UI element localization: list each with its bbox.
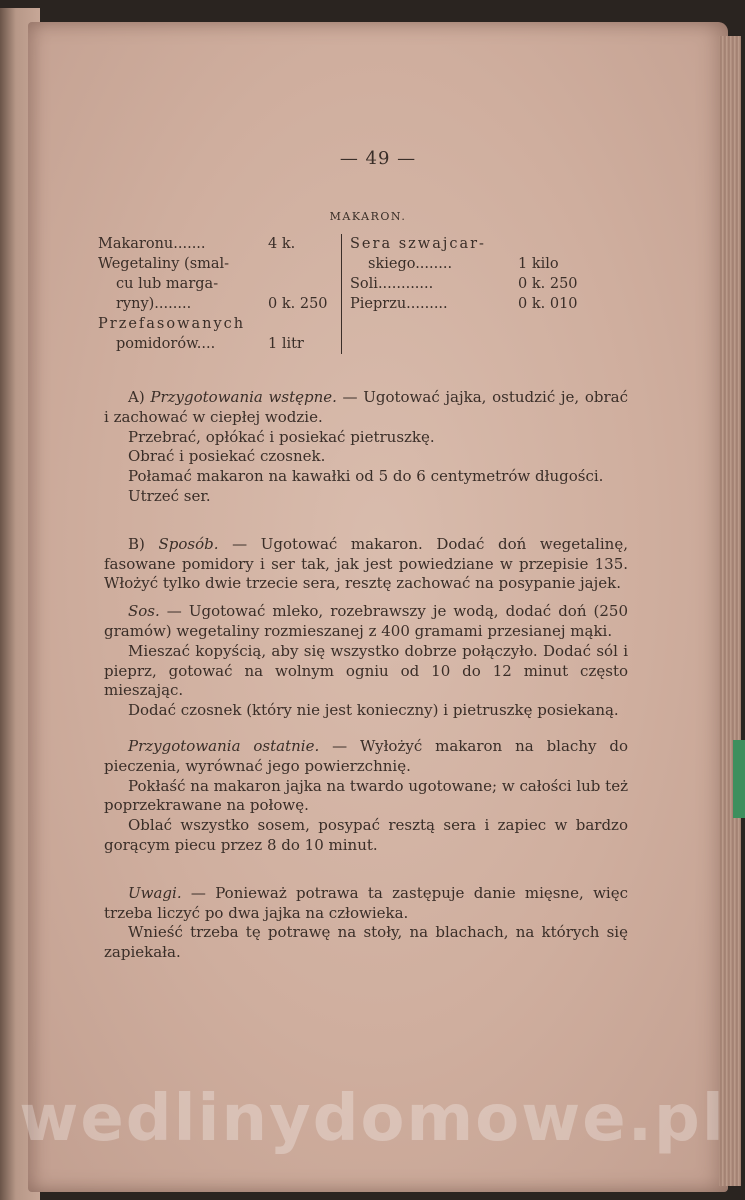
paragraph-final — [104, 737, 628, 777]
recipe-body — [104, 388, 628, 963]
paragraph: Mieszać kopyścią, aby się wszystko dobrze połączyło. Dodać sól i pieprz, gotować na wolnym ogniu od 10 do 12 minut często mieszając. — [104, 641, 628, 700]
section-heading: Przygotowania wstępne. — [150, 388, 337, 406]
ingredient-row — [350, 234, 650, 254]
paragraph-text: — Ugotować makaron. Dodać doń wegetalinę, fasowane pomidory i ser tak, jak jest powiedziane w przepisie 135. Włożyć tylko dwie trzecie sera, resztę zachować na posypanie jajek. — [104, 534, 628, 593]
bookmark-tab — [733, 740, 745, 818]
paragraph: Połamać makaron na kawałki od 5 do 6 centymetrów długości. — [128, 467, 604, 486]
ingredients-table — [98, 234, 658, 354]
ingredient-name: pomidorów.... — [116, 336, 216, 352]
ingredient-qty: 4 k. — [268, 236, 296, 252]
ingredient-row — [98, 294, 338, 314]
paragraph-text: — Ugotować jajka, ostudzić je, obrać i zachować w ciepłej wodzie. — [104, 388, 629, 426]
paragraph-method — [104, 535, 628, 594]
spacer — [104, 594, 628, 602]
paragraph-text: — Ugotować mleko, rozebrawszy je wodą, dodać doń (250 gramów) wegetaliny rozmieszanej z 400 gramami przesianej mąki. — [104, 602, 628, 640]
section-heading: Przygotowania ostatnie. — [128, 736, 320, 755]
recipe-title: MAKARON. — [329, 210, 407, 223]
ingredient-row — [98, 254, 338, 274]
ingredient-name: Przefasowanych — [98, 316, 246, 332]
ingredient-name: cu lub marga- — [116, 276, 219, 292]
ingredient-row — [98, 334, 338, 354]
paragraph-notes — [104, 884, 628, 924]
section-label: B) — [128, 534, 159, 553]
section-heading: Sposób. — [158, 534, 219, 553]
book-page — [28, 22, 728, 1192]
paragraph: Przebrać, opłókać i posiekać pietruszkę. — [128, 427, 435, 446]
ingredient-row — [350, 274, 650, 294]
column-divider — [341, 234, 342, 354]
ingredient-name: Sera szwajcar- — [350, 236, 486, 252]
ingredient-row — [350, 294, 650, 314]
ingredient-name: ryny)........ — [116, 296, 192, 312]
ingredient-row — [98, 314, 338, 334]
page-stack-edge — [719, 36, 741, 1186]
paragraph: Obrać i posiekać czosnek. — [128, 447, 326, 466]
ingredient-name: Pieprzu......... — [350, 296, 448, 312]
ingredient-qty: 1 litr — [268, 336, 304, 352]
ingredient-row — [98, 274, 338, 294]
watermark: wedlinydomowe.pl — [19, 1082, 726, 1156]
paragraph-sauce — [104, 602, 628, 642]
paragraph: Oblać wszystko sosem, posypać resztą sera i zapiec w bardzo gorącym piecu przez 8 do 10 minut. — [104, 816, 628, 854]
ingredient-row — [350, 254, 650, 274]
section-heading: Sos. — [128, 602, 160, 621]
ingredient-qty: 0 k. 250 — [518, 276, 578, 292]
paragraph-text: — Wyłożyć makaron na blachy do pieczenia, wyrównać jego powierzchnię. — [104, 736, 628, 775]
ingredients-right-column — [350, 234, 650, 314]
paragraph-preparation — [104, 388, 628, 428]
spacer — [104, 721, 628, 737]
paragraph: Pokłaść na makaron jajka na twardo ugotowane; w całości lub też poprzekrawane na połowę. — [104, 776, 628, 815]
ingredient-name: skiego........ — [368, 256, 453, 272]
spacer — [104, 856, 628, 884]
ingredient-name: Soli............ — [350, 276, 434, 292]
ingredient-qty: 0 k. 250 — [268, 296, 328, 312]
page-number: — 49 — — [339, 148, 417, 169]
paragraph-text: — Ponieważ potrawa ta zastępuje danie mięsne, więc trzeba liczyć po dwa jajka na człowieka. — [104, 883, 628, 922]
ingredient-qty: 0 k. 010 — [518, 296, 578, 312]
ingredients-left-column — [98, 234, 338, 354]
paragraph: Utrzeć ser. — [128, 486, 211, 505]
spacer — [104, 507, 628, 535]
ingredient-name: Wegetaliny (smal- — [98, 256, 230, 272]
ingredient-row — [98, 234, 338, 254]
ingredient-name: Makaronu....... — [98, 236, 206, 252]
section-label: A) — [128, 388, 151, 406]
ingredient-qty: 1 kilo — [518, 256, 559, 272]
section-heading: Uwagi. — [128, 883, 182, 902]
paragraph: Dodać czosnek (który nie jest konieczny) i pietruszkę posiekaną. — [128, 701, 619, 720]
paragraph: Wnieść trzeba tę potrawę na stoły, na blachach, na których się zapiekała. — [104, 923, 628, 962]
